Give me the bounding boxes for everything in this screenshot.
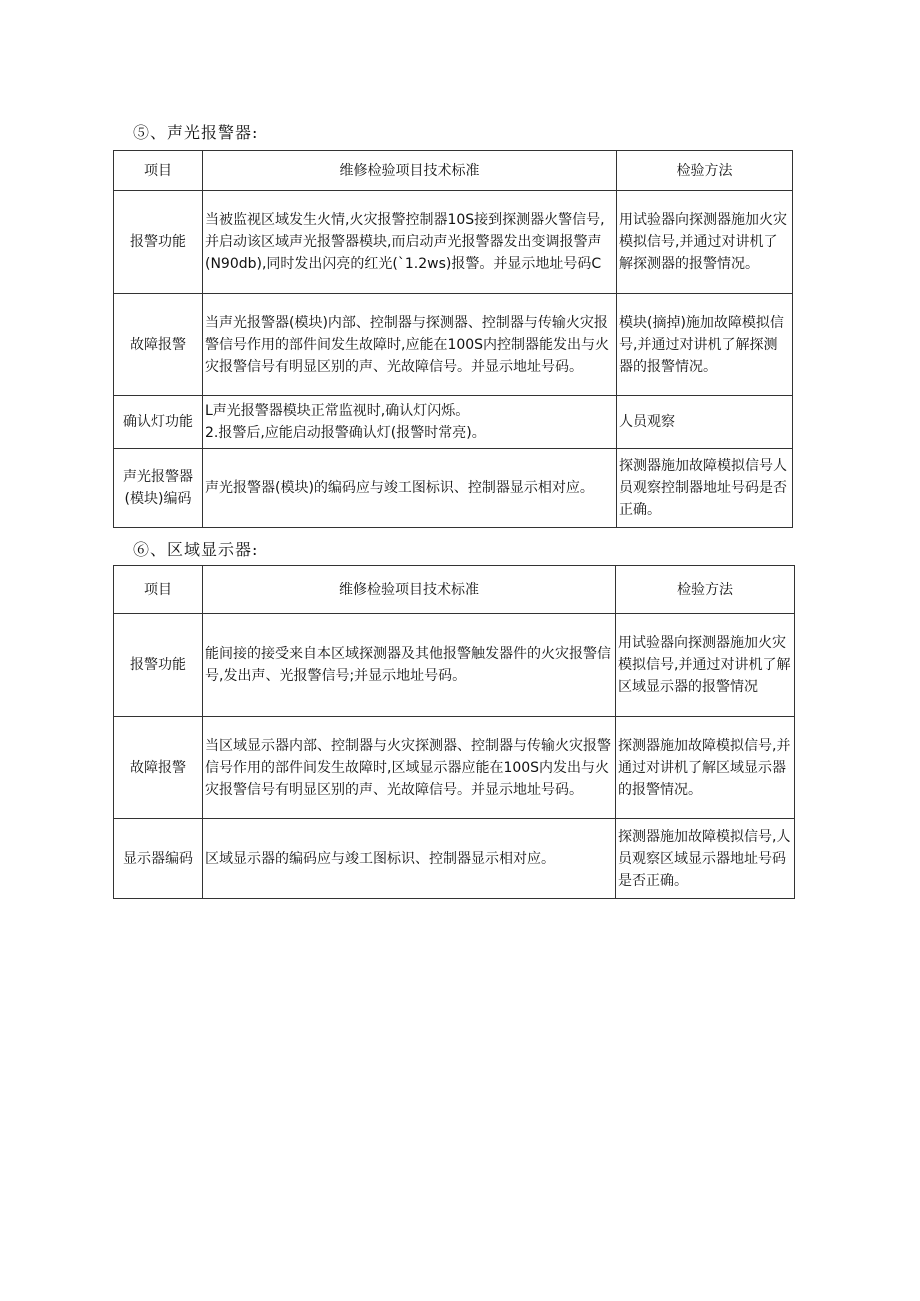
- header-standard: 维修检验项目技术标准: [203, 566, 616, 614]
- standard-line: 2.报警后,应能启动报警确认灯(报警时常亮)。: [205, 425, 486, 441]
- header-method: 检验方法: [617, 151, 793, 191]
- row-standard: 声光报警器(模块)的编码应与竣工图标识、控制器显示相对应。: [203, 449, 617, 528]
- row-method: 人员观察: [617, 396, 793, 449]
- row-item: 故障报警: [114, 717, 203, 819]
- row-standard: 能间接的接受来自本区域探测器及其他报警触发器件的火灾报警信号,发出声、光报警信号;并显示地址号码。: [203, 614, 616, 717]
- table-row: [114, 294, 793, 396]
- row-item: 声光报警器(模块)编码: [114, 449, 203, 528]
- standard-line: L声光报警器模块正常监视时,确认灯闪烁。: [205, 403, 470, 419]
- table-row: [114, 449, 793, 528]
- header-standard: 维修检验项目技术标准: [203, 151, 617, 191]
- header-item: 项目: [114, 151, 203, 191]
- table-header-row: [114, 151, 793, 191]
- row-method: 用试验器向探测器施加火灾模拟信号,并通过对讲机了解探测器的报警情况。: [617, 191, 793, 294]
- alarm-device-table: [113, 150, 793, 528]
- row-item: 确认灯功能: [114, 396, 203, 449]
- section6-title: ⑥、区域显示器:: [133, 540, 259, 559]
- zone-display-table: [113, 565, 795, 899]
- header-method: 检验方法: [616, 566, 795, 614]
- row-standard: 当区域显示器内部、控制器与火灾探测器、控制器与传输火灾报警信号作用的部件间发生故障时,区域显示器应能在100S内发出与火灾报警信号有明显区别的声、光故障信号。并显示地址号码。: [203, 717, 616, 819]
- section5-title: ⑤、声光报警器:: [133, 123, 259, 142]
- row-item: 显示器编码: [114, 819, 203, 899]
- row-item: 故障报警: [114, 294, 203, 396]
- table-row: [114, 396, 793, 449]
- row-method: 探测器施加故障模拟信号,并通过对讲机了解区域显示器的报警情况。: [616, 717, 795, 819]
- row-standard: [203, 396, 617, 449]
- row-standard: 当被监视区域发生火情,火灾报警控制器10S接到探测器火警信号,并启动该区域声光报警器模块,而启动声光报警器发出变调报警声(N90db),同时发出闪亮的红光(`1.2ws)报警。并显示地址号码C: [203, 191, 617, 294]
- row-method: 探测器施加故障模拟信号人员观察控制器地址号码是否正确。: [617, 449, 793, 528]
- row-item: 报警功能: [114, 614, 203, 717]
- row-method: 模块(摘掉)施加故障模拟信号,并通过对讲机了解探测器的报警情况。: [617, 294, 793, 396]
- table-row: [114, 717, 795, 819]
- row-item: 报警功能: [114, 191, 203, 294]
- table-row: [114, 819, 795, 899]
- row-standard: 当声光报警器(模块)内部、控制器与探测器、控制器与传输火灾报警信号作用的部件间发生故障时,应能在100S内控制器能发出与火灾报警信号有明显区别的声、光故障信号。并显示地址号码。: [203, 294, 617, 396]
- row-method: 用试验器向探测器施加火灾模拟信号,并通过对讲机了解区域显示器的报警情况: [616, 614, 795, 717]
- header-item: 项目: [114, 566, 203, 614]
- table-row: [114, 614, 795, 717]
- row-standard: 区域显示器的编码应与竣工图标识、控制器显示相对应。: [203, 819, 616, 899]
- table-header-row: [114, 566, 795, 614]
- row-method: 探测器施加故障模拟信号,人员观察区域显示器地址号码是否正确。: [616, 819, 795, 899]
- table-row: [114, 191, 793, 294]
